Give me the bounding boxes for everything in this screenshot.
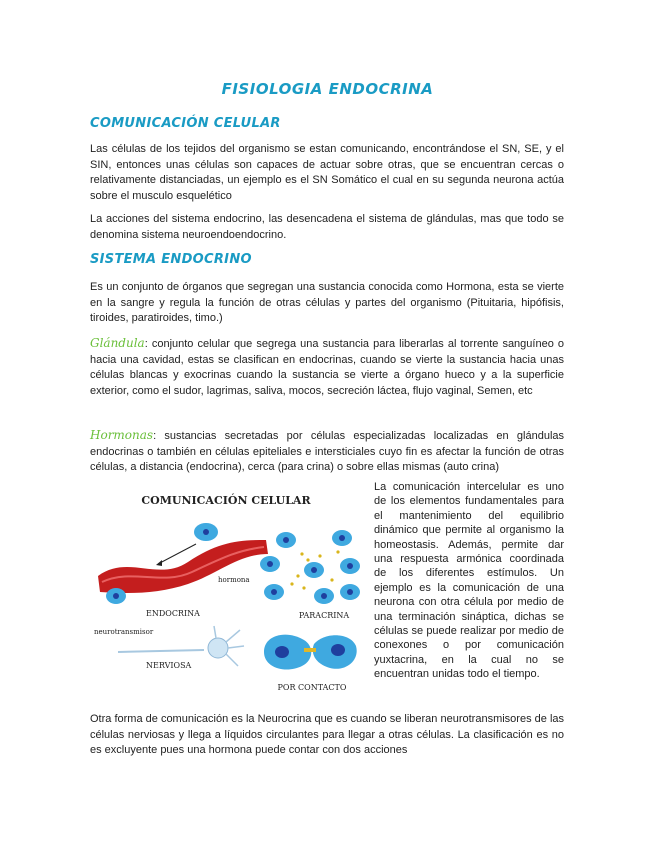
target-nucleus — [113, 593, 119, 599]
label-paracrina: PARACRINA — [298, 611, 350, 620]
label-nerviosa: NERVIOSA — [146, 661, 192, 670]
blood-vessel — [98, 540, 268, 593]
paragraph-sistema-1: Es un conjunto de órganos que segregan una sustancia conocida como Hormona, esta se vierte en la sangre y regula la función de otras células y partes del organismo (Pituitaria, hipófisis, tiroides, paratiroides, timo.) — [90, 281, 564, 325]
section-heading-comunicacion: COMUNICACIÓN CELULAR — [90, 116, 281, 131]
figure-title: COMUNICACIÓN CELULAR — [141, 494, 311, 507]
hormone-arrow-head — [156, 560, 162, 566]
contact-nucleus-right — [331, 644, 345, 656]
paracrine-cells — [260, 530, 360, 604]
paragraph-neurocrina: Otra forma de comunicación es la Neurocrina que es cuando se liberan neurotransmisores de las células nerviosas y llega a líquidos circulantes para llegar a otras células. La clasificación es no es excluyente pues una hormona puede contar con dos acciones — [90, 713, 564, 757]
label-por-contacto: POR CONTACTO — [277, 683, 347, 692]
paragraph-comunicacion-1: Las células de los tejidos del organismo se estan comunicando, encontrándose el SN, SE, y el SIN, entonces unas células son capaces de actuar sobre otras, que se encuentran cercas o relativamente distanciadas, un ejemplo es el SN Somático el cual en su segunda neurona actúa sobre el musculo esquelético — [90, 143, 564, 202]
section-heading-sistema: SISTEMA ENDOCRINO — [90, 252, 252, 267]
paragraph-comunicacion-2: La acciones del sistema endocrino, las desencadena el sistema de glándulas, mas que todo se denomina sistema neuroendoendocrino. — [90, 213, 564, 241]
endocrine-nucleus — [203, 529, 209, 535]
contact-nucleus-left — [275, 646, 289, 658]
glandula-definition: : conjunto celular que segrega una sustancia para liberarlas al torrente sanguíneo o hacia una cavidad, estas se clasifican en endocrinas, cuando se vierte la sustancia hacia unas células blancas y exocrinas cuando la sustancia se vierte a órgano hueco y a la superficie exterior, como el sudor, lagrimas, saliva, mocos, secreción láctea, flujo vaginal, Semen, etc — [90, 338, 564, 397]
label-hormona: hormona — [218, 576, 250, 584]
paragraph-hormonas — [90, 428, 564, 476]
term-hormonas: Hormonas — [90, 428, 154, 442]
neuron-axon — [118, 650, 204, 652]
side-paragraph-intercelular: La comunicación intercelular es uno de los elementos fundamentales para el mantenimiento del equilibrio dinámico que permite al organismo la homeostasis. Además, permite dar una respuesta armónica coordinada de los diferentes estímulos. Un ejemplo es la comunicación de una neurona con otra célula por medio de una terminación sináptica, dichas se células se puede realizar por medio de conexones o por comunicación yuxtacrina, en la cual no se encuentran unidas todo el tiempo. — [374, 481, 564, 681]
paragraph-glandula — [90, 336, 564, 399]
cell-communication-figure — [88, 484, 364, 700]
page-title: FISIOLOGIA ENDOCRINA — [221, 80, 434, 98]
neuron-body — [208, 638, 228, 658]
contact-junction — [304, 648, 316, 652]
label-endocrina: ENDOCRINA — [146, 609, 200, 618]
hormonas-definition: : sustancias secretadas por células especializadas localizadas en glándulas endocrinas o también en células epiteliales e intersticiales cuyo fin es afectar la función de otras células, a distancia (endocrina), cerca (para crina) o sobre ellas mismas (auto crina) — [90, 430, 564, 474]
term-glandula: Glándula — [90, 336, 145, 350]
label-neurotransmisor: neurotransmisor — [94, 628, 154, 636]
